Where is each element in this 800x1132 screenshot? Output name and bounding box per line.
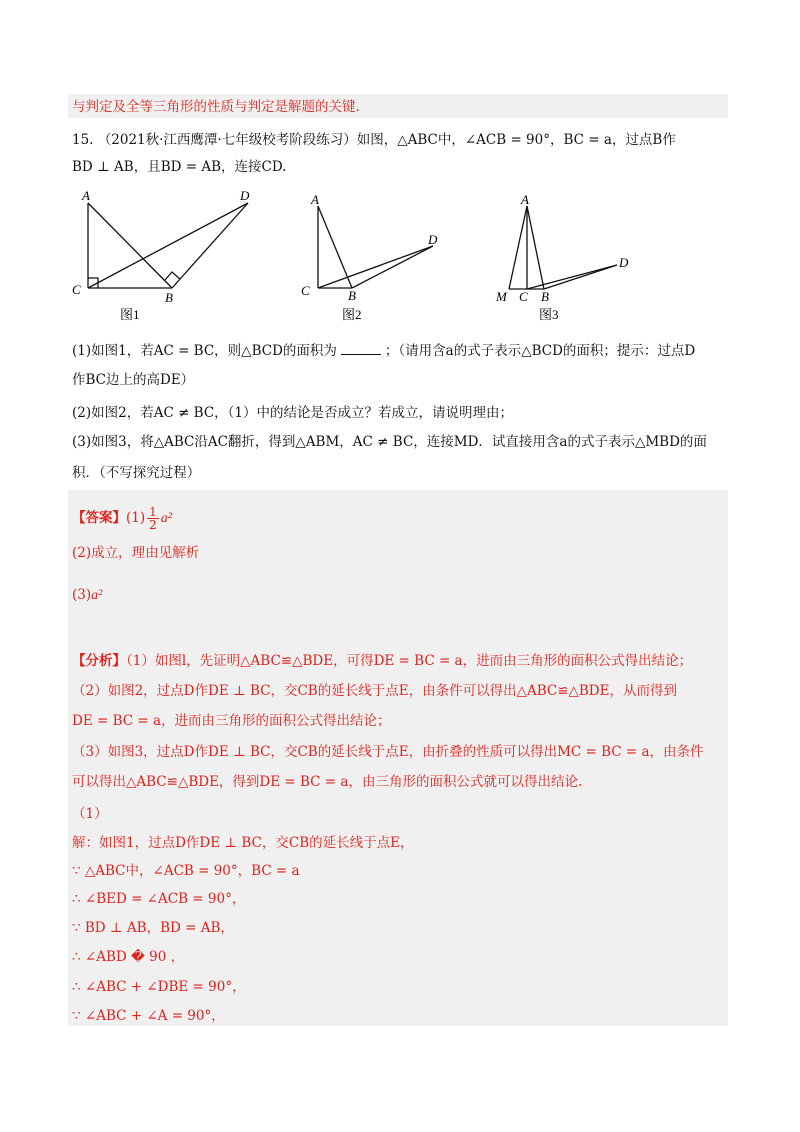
fig2-label-C: C <box>301 283 310 298</box>
analysis-line-2: （2）如图2，过点D作DE ⊥ BC，交CB的延长线于点E，由条件可以得出△ABC≌△BDE，从而得到 <box>72 683 677 699</box>
analysis-line-4: （3）如图3，过点D作DE ⊥ BC，交CB的延长线于点E，由折叠的性质可以得出MC = BC = a，由条件 <box>72 744 704 760</box>
fraction-numerator: 1 <box>149 505 157 519</box>
analysis-line-3: DE = BC = a，进而由三角形的面积公式得出结论； <box>72 713 391 729</box>
answer-blank <box>341 342 381 355</box>
fig3-label-A: A <box>521 192 529 207</box>
answer-3-prefix: (3) <box>72 587 92 603</box>
answer-label: 【答案】 <box>72 510 126 526</box>
answer-1-fraction <box>147 506 159 531</box>
fig2-label-B: B <box>348 288 356 303</box>
fig3-caption: 图3 <box>539 307 559 322</box>
fig1-label-A: A <box>82 188 90 203</box>
fig1-label-C: C <box>72 282 81 297</box>
fig1-label-D: D <box>240 188 250 203</box>
fig3-label-D: D <box>619 255 629 270</box>
fig1-caption: 图1 <box>120 307 140 322</box>
analysis-line-5: 可以得出△ABC≌△BDE，得到DE = BC = a，由三角形的面积公式就可以得出结论. <box>72 774 583 790</box>
question-3-line-2: 积．（不写探究过程） <box>72 465 201 481</box>
figure-2 <box>318 206 433 288</box>
fig2-label-A: A <box>311 192 319 207</box>
answer-1 <box>72 503 172 533</box>
question-1-line-2: 作BC边上的高DE） <box>72 372 195 388</box>
fraction-denominator: 2 <box>149 518 157 532</box>
analysis-line-1 <box>72 651 692 671</box>
figures <box>0 188 800 328</box>
solution-step-3: ∴ ∠BED = ∠ACB = 90°， <box>72 891 246 907</box>
answer-3 <box>72 580 102 610</box>
analysis-text-1: （1）如图l，先证明△ABC≌△BDE，可得DE = BC = a，进而由三角形的面积公式得出结论； <box>126 653 693 669</box>
solution-step-2: ∵ △ABC中，∠ACB = 90°，BC = a <box>72 863 300 879</box>
fig3-label-B: B <box>541 289 549 304</box>
fig1-label-B: B <box>165 290 173 305</box>
figure-1 <box>88 203 248 288</box>
problem-text-1: （2021秋·江西鹰潭·七年级校考阶段练习）如图，△ABC中，∠ACB = 90°，BC = a，过点B作 <box>97 132 676 148</box>
solution-part: （1） <box>72 806 108 822</box>
question-1-line-1 <box>72 341 695 361</box>
q1-text-b: ；（请用含a的式子表示△BCD的面积；提示：过点D <box>384 343 696 359</box>
fig3-label-C: C <box>519 289 528 304</box>
answer-1-prefix: (1) <box>126 510 146 526</box>
answer-1-variable: a² <box>160 511 172 526</box>
question-3-line-1: (3)如图3，将△ABC沿AC翻折，得到△ABM，AC ≠ BC，连接MD．试直接用含a的式子表示△MBD的面 <box>72 434 707 450</box>
answer-2: (2)成立，理由见解析 <box>72 545 200 561</box>
solution-step-5: ∴ ∠ABD � 90 ， <box>72 949 185 965</box>
question-2: (2)如图2，若AC ≠ BC，（1）中的结论是否成立？若成立，请说明理由； <box>72 405 514 421</box>
figure-3 <box>509 206 617 289</box>
problem-line-1 <box>72 130 676 150</box>
analysis-label: 【分析】 <box>72 653 126 669</box>
q1-text-a: (1)如图1，若AC = BC，则△BCD的面积为 <box>72 343 337 359</box>
top-note: 与判定及全等三角形的性质与判定是解题的关键. <box>72 99 360 115</box>
solution-step-6: ∴ ∠ABC + ∠DBE = 90°， <box>72 979 246 995</box>
solution-step-4: ∵ BD ⊥ AB，BD = AB， <box>72 920 234 936</box>
fig3-label-M: M <box>496 289 507 304</box>
answer-3-variable: a² <box>91 588 103 603</box>
solution-step-7: ∵ ∠ABC + ∠A = 90°， <box>72 1008 225 1024</box>
fig2-caption: 图2 <box>342 307 362 322</box>
problem-number: 15. <box>72 132 94 148</box>
fig2-label-D: D <box>428 232 438 247</box>
solution-step-1: 解：如图1，过点D作DE ⊥ BC，交CB的延长线于点E， <box>72 835 414 851</box>
problem-line-2: BD ⊥ AB，且BD = AB，连接CD. <box>72 159 287 175</box>
